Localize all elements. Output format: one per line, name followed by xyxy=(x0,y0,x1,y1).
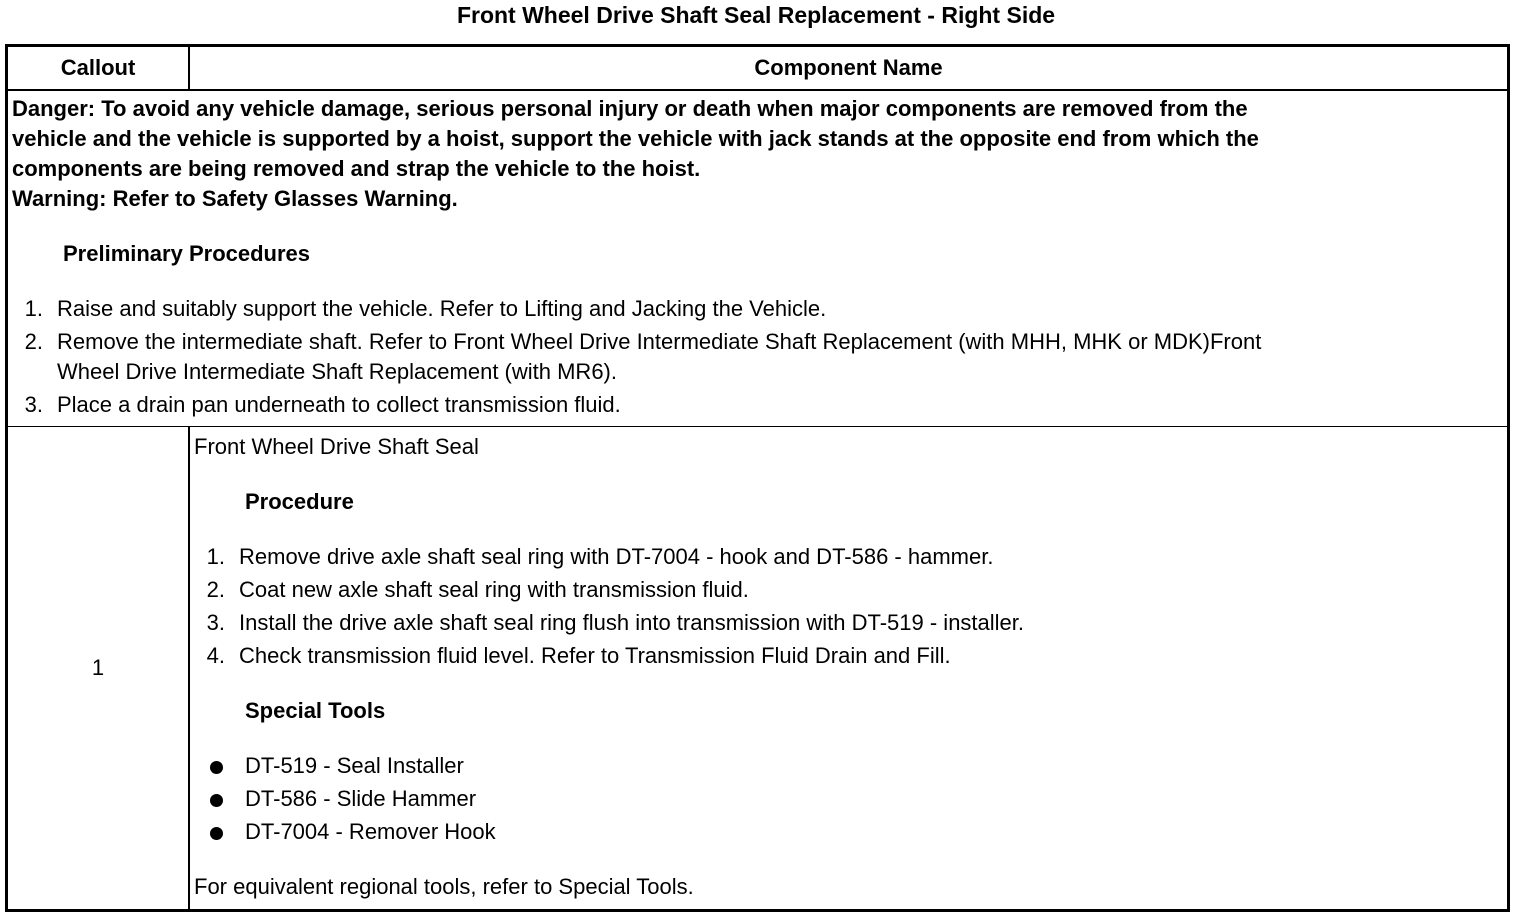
tool-text: DT-586 - Slide Hammer xyxy=(245,786,477,811)
danger-notice xyxy=(12,94,1492,184)
special-tool-item xyxy=(190,784,1490,814)
procedure-step xyxy=(185,641,1485,671)
footer-note: For equivalent regional tools, refer to Special Tools. xyxy=(194,874,694,899)
danger-line: Danger: To avoid any vehicle damage, serious personal injury or death when major components are removed from the xyxy=(12,96,1248,121)
step-number: 4. xyxy=(206,643,225,668)
procedure-table xyxy=(5,44,1510,912)
procedure-heading: Procedure xyxy=(245,489,354,514)
warning-notice: Warning: Refer to Safety Glasses Warning. xyxy=(12,186,458,211)
step-number: 1. xyxy=(24,296,43,321)
preliminary-procedures-heading: Preliminary Procedures xyxy=(63,241,311,266)
step-number: 3. xyxy=(24,392,43,417)
bullet-icon xyxy=(210,827,223,840)
table-header-row xyxy=(8,47,1507,91)
callout-number: 1 xyxy=(8,427,190,909)
danger-line: components are being removed and strap the vehicle to the hoist. xyxy=(12,156,701,181)
special-tool-item xyxy=(190,751,1490,781)
preliminary-step xyxy=(3,327,1493,387)
procedure-step xyxy=(185,542,1485,572)
step-text: Coat new axle shaft seal ring with transmission fluid. xyxy=(239,577,749,602)
step-text: Check transmission fluid level. Refer to Transmission Fluid Drain and Fill. xyxy=(239,643,951,668)
step-text: Remove drive axle shaft seal ring with DT-7004 - hook and DT-586 - hammer. xyxy=(239,544,994,569)
table-row xyxy=(8,427,1507,909)
header-component-name: Component Name xyxy=(754,55,943,80)
step-number: 3. xyxy=(206,610,225,635)
preliminary-step xyxy=(3,294,1493,324)
step-text: Install the drive axle shaft seal ring flush into transmission with DT-519 - installer. xyxy=(239,610,1025,635)
component-cell xyxy=(190,427,1507,909)
special-tool-item xyxy=(190,817,1490,847)
procedure-step xyxy=(185,575,1485,605)
tool-text: DT-519 - Seal Installer xyxy=(245,753,464,778)
preliminary-step xyxy=(3,390,1493,420)
special-tools-heading: Special Tools xyxy=(245,698,386,723)
step-number: 1. xyxy=(206,544,225,569)
procedure-step xyxy=(185,608,1485,638)
bullet-icon xyxy=(210,794,223,807)
step-text: Place a drain pan underneath to collect transmission fluid. xyxy=(57,392,621,417)
danger-line: vehicle and the vehicle is supported by a hoist, support the vehicle with jack stands at the opposite end from which the xyxy=(12,126,1259,151)
header-callout: Callout xyxy=(8,47,190,89)
component-name: Front Wheel Drive Shaft Seal xyxy=(194,434,479,459)
document-title: Front Wheel Drive Shaft Seal Replacement - Right Side xyxy=(456,2,1056,28)
step-number: 2. xyxy=(24,329,43,354)
step-text-continued: Wheel Drive Intermediate Shaft Replacement (with MR6). xyxy=(57,359,617,384)
safety-notice-row xyxy=(8,91,1507,427)
bullet-icon xyxy=(210,761,223,774)
step-text: Raise and suitably support the vehicle. Refer to Lifting and Jacking the Vehicle. xyxy=(57,296,827,321)
step-number: 2. xyxy=(206,577,225,602)
step-text: Remove the intermediate shaft. Refer to Front Wheel Drive Intermediate Shaft Replacement (with MHH, MHK or MDK)Front xyxy=(57,329,1262,354)
tool-text: DT-7004 - Remover Hook xyxy=(245,819,496,844)
